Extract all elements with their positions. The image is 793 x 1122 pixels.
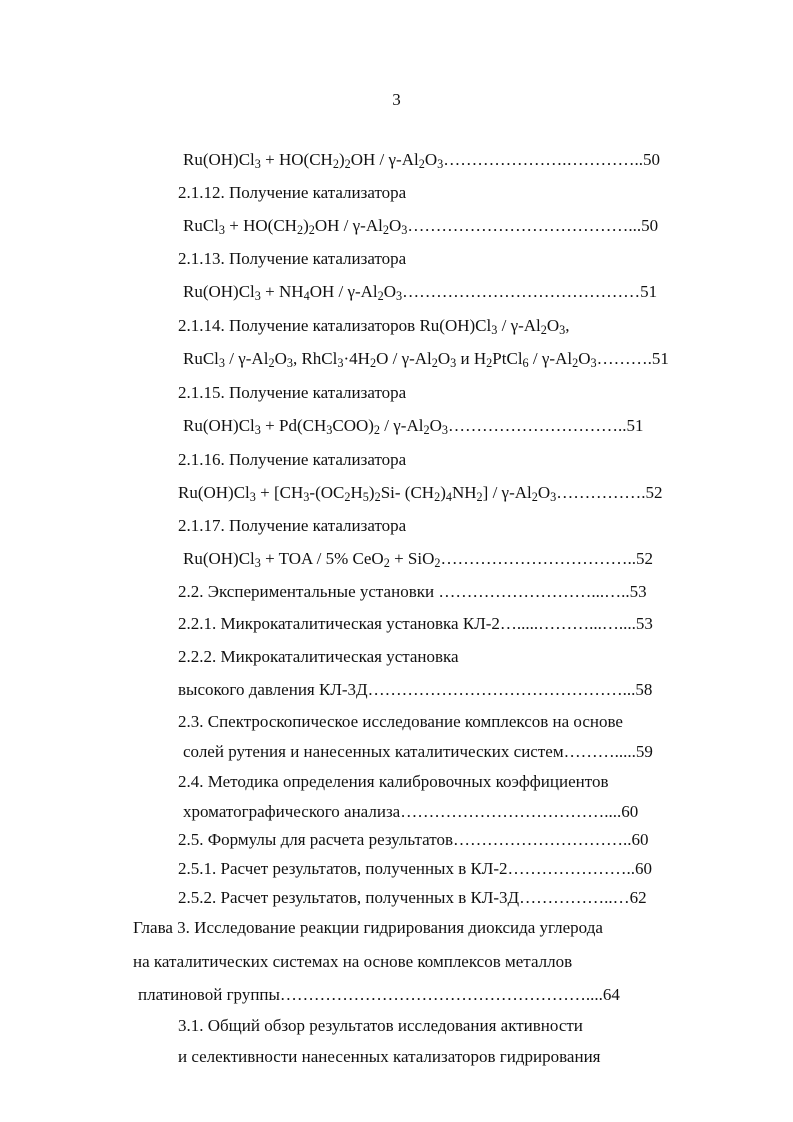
toc-line	[183, 416, 643, 436]
subscript: 3	[254, 556, 261, 571]
toc-line	[178, 483, 663, 503]
subscript: 2	[434, 556, 441, 571]
subscript: 2	[377, 289, 384, 304]
text-run: O	[424, 150, 438, 169]
text-run: ·4H	[343, 349, 370, 368]
text-run: Глава 3. Исследование реакции гидрирования диоксида углерода	[133, 918, 603, 937]
text-run: O	[437, 349, 451, 368]
text-run: и H	[456, 349, 487, 368]
toc-line	[183, 150, 660, 170]
text-run: )	[303, 216, 309, 235]
text-run: O	[388, 216, 402, 235]
text-run: 2.4. Методика определения калибровочных коэффициентов	[178, 772, 609, 791]
text-run: Ru(OH)Cl	[183, 416, 255, 435]
text-run: O	[383, 282, 397, 301]
subscript: 4	[303, 289, 310, 304]
text-run: NH	[451, 483, 477, 502]
text-run: O	[429, 416, 442, 435]
toc-line	[183, 742, 653, 762]
subscript: 3	[550, 490, 557, 505]
subscript: 3	[249, 490, 256, 505]
toc-line	[178, 1047, 601, 1067]
text-run: ………………….…………..50	[443, 150, 660, 169]
toc-line	[178, 772, 608, 792]
text-run: 2.1.13. Получение катализатора	[178, 249, 407, 268]
text-run: Ru(OH)Cl	[183, 150, 255, 169]
text-run: + HO(CH	[225, 216, 297, 235]
toc-line	[138, 985, 620, 1005]
text-run: и селективности нанесенных катализаторов гидрирования	[178, 1047, 601, 1066]
subscript: 3	[337, 356, 344, 371]
subscript: 2	[540, 323, 547, 338]
text-run: / γ-Al	[380, 416, 424, 435]
text-run: 2.1.15. Получение катализатора	[178, 383, 407, 402]
subscript: 2	[332, 157, 339, 172]
subscript: 2	[268, 356, 275, 371]
text-run: солей рутения и нанесенных каталитических систем……….....59	[183, 742, 653, 761]
subscript: 2	[374, 490, 381, 505]
toc-line	[183, 282, 657, 302]
text-run: OH / γ-Al	[309, 282, 378, 301]
toc-line	[178, 516, 406, 536]
text-run: высокого давления КЛ-3Д………………………………………...58	[178, 680, 653, 699]
text-run: на каталитических системах на основе комплексов металлов	[133, 952, 573, 971]
subscript: 2	[431, 356, 438, 371]
text-run: + SiO	[389, 549, 435, 568]
subscript: 2	[383, 556, 390, 571]
text-run: / γ-Al	[528, 349, 573, 368]
toc-line	[133, 952, 572, 972]
text-run: 2.1.14. Получение катализаторов Ru(OH)Cl	[178, 316, 492, 335]
text-run: 2.1.12. Получение катализатора	[178, 183, 407, 202]
subscript: 3	[441, 423, 448, 438]
text-run: / γ-Al	[225, 349, 269, 368]
toc-line	[178, 888, 647, 908]
subscript: 2	[486, 356, 493, 371]
text-run: ] / γ-Al	[482, 483, 532, 502]
text-run: O	[274, 349, 287, 368]
text-run: хроматографического анализа………………………………....60	[183, 802, 639, 821]
toc-line	[178, 1016, 583, 1036]
subscript: 3	[218, 356, 226, 371]
text-run: + Pd(CH	[260, 416, 327, 435]
text-run: ……………………………..52	[440, 549, 653, 568]
text-run: Si- (CH	[380, 483, 435, 502]
text-run: COO)	[332, 416, 374, 435]
text-run: PtCl	[492, 349, 523, 368]
subscript: 3	[396, 289, 403, 304]
subscript: 3	[559, 323, 566, 338]
subscript: 2	[344, 157, 351, 172]
subscript: 2	[476, 490, 483, 505]
subscript: 3	[254, 157, 261, 172]
text-run: Ru(OH)Cl	[183, 549, 255, 568]
text-run: …………….52	[556, 483, 663, 502]
subscript: 2	[369, 356, 377, 371]
text-run: 3.1. Общий обзор результатов исследования активности	[178, 1016, 583, 1035]
subscript: 2	[382, 223, 389, 238]
text-run: 2.1.17. Получение катализатора	[178, 516, 407, 535]
subscript: 2	[531, 490, 538, 505]
subscript: 3	[590, 356, 597, 371]
text-run: RuCl	[183, 349, 219, 368]
text-run: 2.5. Формулы для расчета результатов…………………………..60	[178, 830, 649, 849]
subscript: 4	[445, 490, 452, 505]
subscript: 3	[303, 490, 310, 505]
text-run: H	[350, 483, 363, 502]
text-run: Ru(OH)Cl	[183, 282, 255, 301]
toc-line	[183, 549, 653, 569]
subscript: 3	[218, 223, 226, 238]
text-run: / γ-Al	[497, 316, 541, 335]
toc-line	[178, 647, 459, 667]
text-run: O	[537, 483, 551, 502]
text-run: , RhCl	[292, 349, 338, 368]
text-run: …………………………………...50	[407, 216, 659, 235]
subscript: 2	[572, 356, 579, 371]
toc-line	[183, 802, 638, 822]
text-run: ,	[565, 316, 570, 335]
toc-line	[183, 349, 669, 369]
subscript: 3	[254, 423, 261, 438]
toc-line	[178, 859, 652, 879]
subscript: 2	[344, 490, 351, 505]
text-run: + NH	[260, 282, 304, 301]
subscript: 6	[522, 356, 529, 371]
text-run: + [CH	[255, 483, 304, 502]
subscript: 2	[434, 490, 441, 505]
toc-line	[133, 918, 603, 938]
toc-line	[178, 830, 649, 850]
text-run: )	[368, 483, 375, 502]
subscript: 2	[423, 423, 430, 438]
toc-line	[178, 712, 623, 732]
text-run: 2.2.2. Микрокаталитическая установка	[178, 647, 459, 666]
subscript: 2	[418, 157, 425, 172]
text-run: ……………………………………51	[402, 282, 658, 301]
toc-line	[178, 582, 647, 602]
text-run: )	[440, 483, 446, 502]
text-run: …………………………..51	[447, 416, 644, 435]
subscript: 2	[373, 423, 381, 438]
subscript: 3	[326, 423, 333, 438]
text-run: O / γ-Al	[376, 349, 432, 368]
subscript: 3	[401, 223, 408, 238]
toc-line	[178, 249, 406, 269]
text-run: ……….51	[596, 349, 669, 368]
text-run: 2.5.1. Расчет результатов, полученных в КЛ-2…………………..60	[178, 859, 653, 878]
subscript: 3	[254, 289, 261, 304]
text-run: 2.2. Экспериментальные установки ………………………...…..53	[178, 582, 647, 601]
subscript: 2	[308, 223, 315, 238]
subscript: 3	[450, 356, 457, 371]
subscript: 3	[491, 323, 498, 338]
text-run: RuCl	[183, 216, 219, 235]
text-run: OH / γ-Al	[314, 216, 383, 235]
text-run: OH / γ-Al	[350, 150, 419, 169]
toc-line	[178, 614, 653, 634]
text-run: O	[546, 316, 560, 335]
toc-line	[178, 316, 570, 336]
subscript: 5	[362, 490, 369, 505]
subscript: 2	[296, 223, 304, 238]
subscript: 3	[437, 157, 444, 172]
text-run: Ru(OH)Cl	[178, 483, 250, 502]
page-number: 3	[392, 90, 401, 109]
toc-line	[183, 216, 658, 236]
text-run: 2.3. Спектроскопическое исследование комплексов на основе	[178, 712, 623, 731]
toc-line	[178, 183, 406, 203]
text-run: 2.1.16. Получение катализатора	[178, 450, 407, 469]
text-run: 2.2.1. Микрокаталитическая установка КЛ-2….....………...…....53	[178, 614, 653, 633]
toc-line	[178, 383, 406, 403]
text-run: )	[338, 150, 345, 169]
text-run: O	[578, 349, 591, 368]
toc-line	[178, 680, 652, 700]
subscript: 3	[286, 356, 293, 371]
text-run: платиновой группы………………………………………………....64	[138, 985, 620, 1004]
toc-line	[178, 450, 406, 470]
text-run: 2.5.2. Расчет результатов, полученных в КЛ-3Д……………..…62	[178, 888, 647, 907]
text-run: + HO(CH	[260, 150, 333, 169]
text-run: + TOA / 5% CeO	[260, 549, 384, 568]
text-run: -(OC	[309, 483, 345, 502]
